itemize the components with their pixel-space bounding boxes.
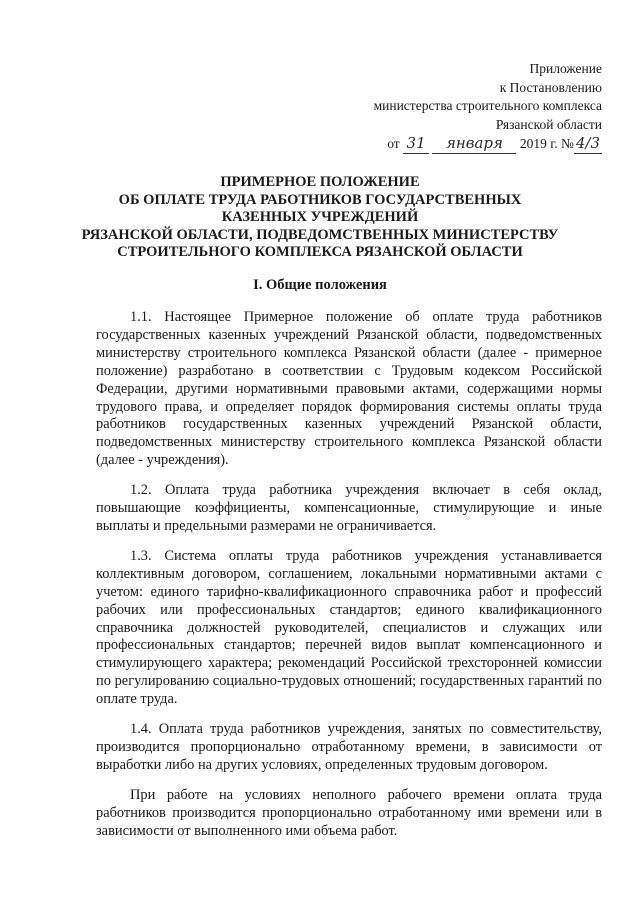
title-line: РЯЗАНСКОЙ ОБЛАСТИ, ПОДВЕДОМСТВЕННЫХ МИНИСТЕРСТВУ — [81, 226, 559, 243]
date-prefix: от — [387, 136, 400, 151]
appendix-date-line — [374, 134, 602, 154]
section-heading: I. Общие положения — [253, 277, 387, 293]
document-body — [96, 309, 602, 852]
title-line: СТРОИТЕЛЬНОГО КОМПЛЕКСА РЯЗАНСКОЙ ОБЛАСТИ — [117, 244, 523, 260]
paragraph-1-2: 1.2. Оплата труда работника учреждения включает в себя оклад, повышающие коэффициенты, компенсационные, стимулирующие и иные выплаты и предельными размерами не ограничивается. — [96, 482, 602, 534]
handwritten-day: 31 — [403, 134, 429, 154]
paragraph-part-time: При работе на условиях неполного рабочего времени оплата труда работников производится пропорционально отработанному ими времени или в зависимости от выполненного ими объема работ. — [96, 786, 602, 839]
title-line: ПРИМЕРНОЕ ПОЛОЖЕНИЕ — [220, 174, 420, 190]
title-line: ОБ ОПЛАТЕ ТРУДА РАБОТНИКОВ ГОСУДАРСТВЕННЫХ — [118, 191, 522, 208]
handwritten-number: 4/3 — [575, 134, 600, 152]
title-line: КАЗЕННЫХ УЧРЕЖДЕНИЙ — [221, 209, 419, 225]
document-title — [40, 174, 600, 262]
appendix-line: министерства строительного комплекса — [373, 98, 602, 113]
appendix-line: Рязанской области — [495, 116, 602, 132]
date-year: 2019 г. № — [519, 136, 574, 151]
paragraph-1-1: 1.1. Настоящее Примерное положение об оплате труда работников государственных казенных учреждений Рязанской области, подведомственных министерству строительного комплекса Рязанской области (далее - примерное положение) разработано в соответствии с Трудовым кодексом Российской Федерации, другими нормативными правовыми актами, содержащими нормы трудового права, и определяет порядок формирования системы оплаты труда работников государственных казенных учреждений Рязанской области, подведомственных министерству строительного комплекса Рязанской области (далее - учреждения). — [96, 309, 602, 469]
appendix-line: Приложение — [529, 61, 602, 76]
paragraph-1-4: 1.4. Оплата труда работников учреждения, занятых по совместительству, производится пропорционально отработанному времени, в зависимости от выработки либо на других условиях, определенных трудовым договором. — [96, 721, 602, 773]
appendix-line: к Постановлению — [499, 79, 602, 95]
handwritten-month: января — [432, 134, 516, 154]
appendix-header — [374, 60, 602, 154]
paragraph-1-3: 1.3. Система оплаты труда работников учреждения устанавливается коллективным договором, соглашением, локальными нормативными актами с учетом: единого тарифно-квалификационного справочника работ и профессий рабочих или профессиональных стандартов; единого квалификационного справочника должностей руководителей, специалистов и служащих или профессиональных стандартов; перечней видов выплат компенсационного и стимулирующего характера; рекомендаций Российской трехсторонней комиссии по регулированию социально-трудовых отношений; государственных гарантий по оплате труда. — [96, 547, 602, 708]
